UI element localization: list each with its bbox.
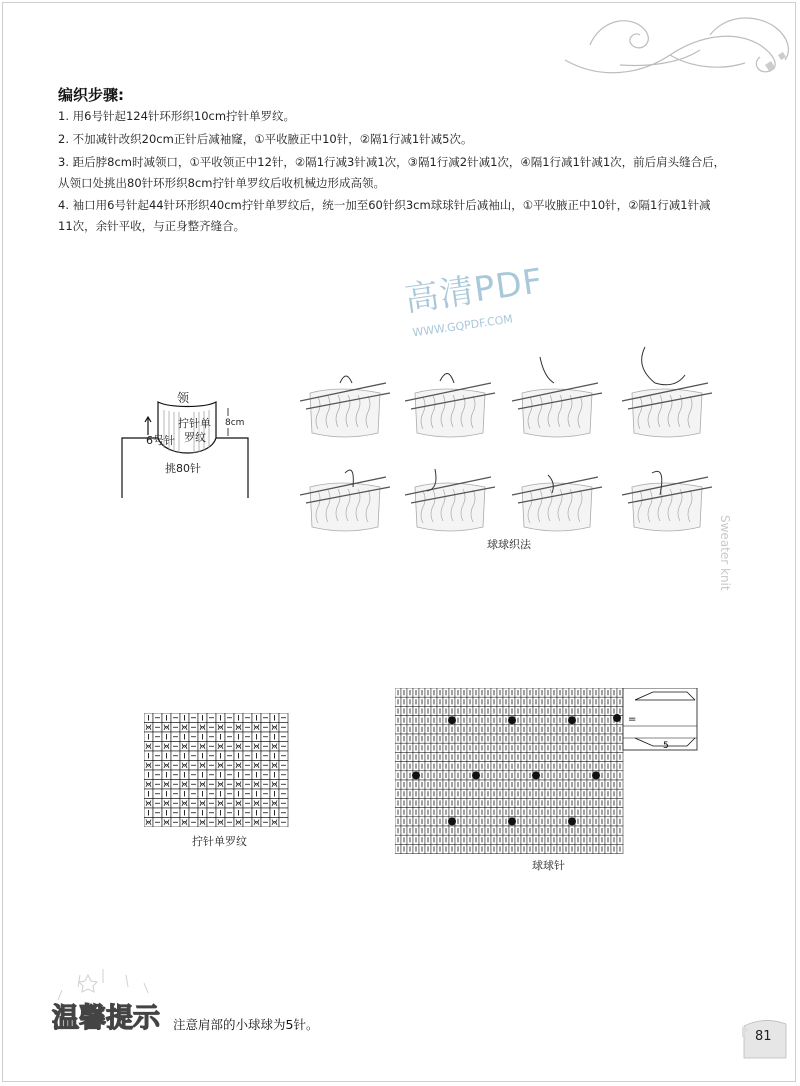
- bobble-dot: [412, 771, 420, 779]
- bobble-dot: [472, 771, 480, 779]
- bobble-legend-dot: [613, 714, 621, 722]
- step-3: 3. 距后脖8cm时减领口，①平收领正中12针，②隔1行减3针减1次，③隔1行减2针减1次，④隔1行减1针减1次，前后肩头缝合后，: [58, 155, 726, 169]
- bobble-dot: [508, 716, 516, 724]
- step-3-continued: 从领口处挑出80针环形织8cm拧针单罗纹后收机械边形成高领。: [58, 176, 385, 190]
- collar-pickup-label: 挑80针: [165, 462, 201, 475]
- watermark-url: WWW.GQPDF.COM: [411, 312, 514, 340]
- step-2: 2. 不加减针改织20cm正针后减袖窿，①平收腋正中10针，②隔1行减1针减5次。: [58, 132, 473, 146]
- tip-logo-text: 温馨提示: [52, 1003, 160, 1034]
- rib-chart-caption: 拧针单罗纹: [192, 835, 247, 848]
- collar-stitch-label-2: 罗纹: [184, 431, 206, 444]
- tip-text: 注意肩部的小球球为5针。: [173, 1017, 319, 1032]
- section-title: 编织步骤:: [58, 86, 124, 104]
- bobble-technique-illustrations: [300, 345, 720, 545]
- bobble-legend-number: 5: [663, 741, 669, 751]
- bobble-legend-equals: =: [628, 714, 637, 725]
- step-4: 4. 袖口用6号针起44针环形织40cm拧针单罗纹后，统一加至60针织3cm球球针后减袖山，①平收腋正中10针，②隔1行减1针减: [58, 198, 711, 212]
- bobble-dot: [568, 716, 576, 724]
- decorative-swirl: [560, 5, 795, 85]
- bobble-chart: [395, 688, 700, 855]
- bobble-dot: [532, 771, 540, 779]
- side-title: Sweater knit: [718, 515, 732, 591]
- tip-logo: [48, 965, 178, 1045]
- step-4-continued: 11次，余针平收，与正身整齐缝合。: [58, 219, 246, 233]
- collar-label: 领: [177, 391, 190, 405]
- bobble-dot: [568, 817, 576, 825]
- step-1: 1. 用6号针起124针环形织10cm拧针单罗纹。: [58, 109, 296, 123]
- bobble-chart-caption: 球球针: [532, 859, 565, 872]
- rib-chart: [144, 713, 291, 827]
- collar-height-label: 8cm: [225, 418, 245, 428]
- technique-caption: 球球织法: [487, 538, 531, 551]
- bobble-dot: [508, 817, 516, 825]
- bobble-dot: [448, 716, 456, 724]
- watermark-main: 高清PDF: [402, 261, 546, 321]
- bobble-dot: [592, 771, 600, 779]
- watermark: [402, 261, 547, 340]
- page-number: 81: [755, 1029, 772, 1044]
- collar-needle-label: 6号针: [146, 434, 175, 447]
- collar-stitch-label-1: 拧针单: [178, 417, 211, 430]
- bobble-dot: [448, 817, 456, 825]
